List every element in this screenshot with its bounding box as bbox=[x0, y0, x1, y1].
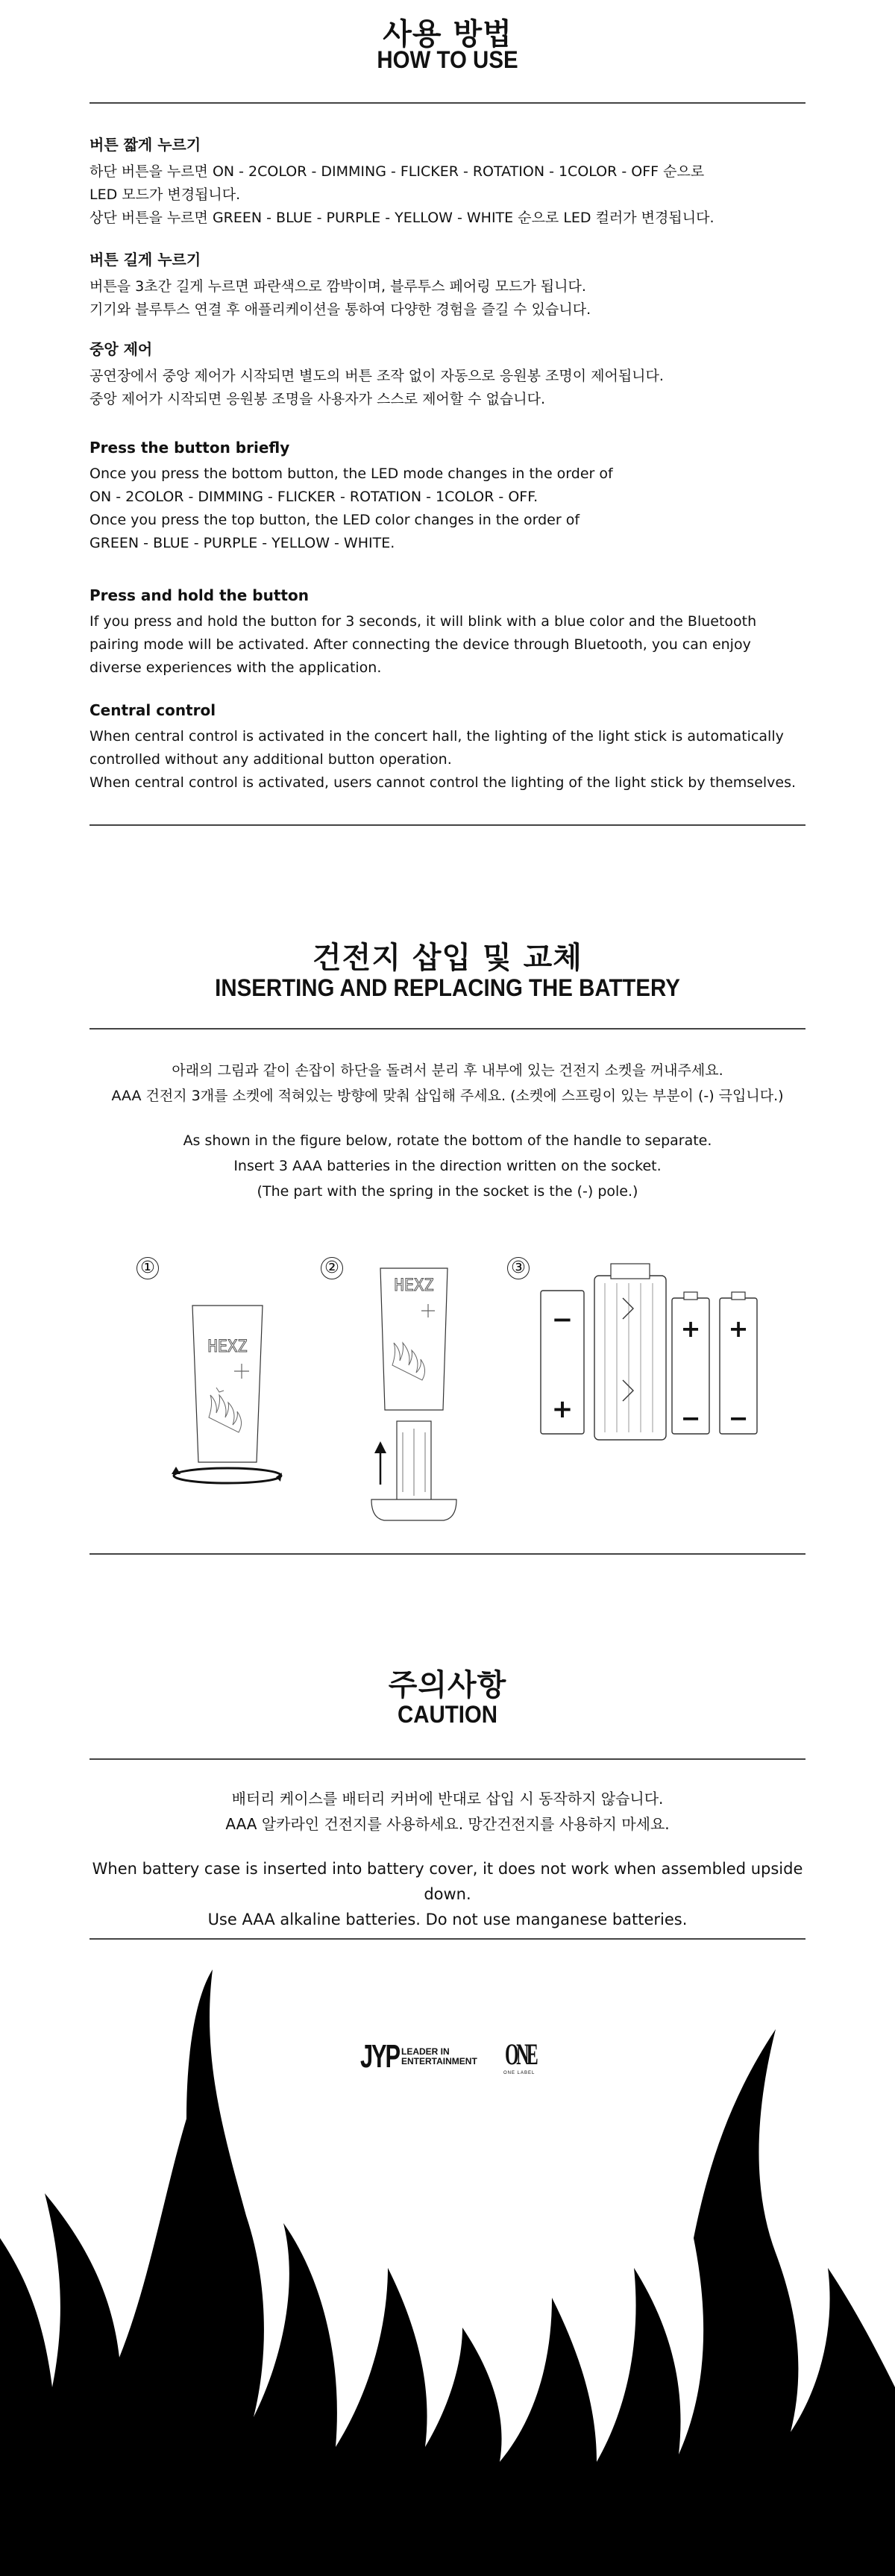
divider bbox=[90, 1553, 806, 1555]
battery-instructions-ko bbox=[90, 1058, 806, 1109]
step-3-number: ③ bbox=[507, 1257, 530, 1279]
step-2-illustration bbox=[351, 1261, 477, 1529]
handle-outline bbox=[192, 1306, 263, 1462]
battery-terminal bbox=[732, 1292, 745, 1300]
stick-logo: HEXZ bbox=[394, 1276, 434, 1295]
minus-sign: − bbox=[680, 1404, 701, 1432]
handle-cap bbox=[371, 1499, 456, 1520]
section-heading: Central control bbox=[90, 701, 216, 719]
caution-text-en bbox=[90, 1856, 806, 1932]
caution-text: 배터리 케이스를 배터리 커버에 반대로 삽입 시 동작하지 않습니다. AAA 알카라인 건전지를 사용하세요. 망간건전지를 사용하지 마세요. bbox=[225, 1790, 670, 1833]
step-1-number: ① bbox=[136, 1257, 159, 1279]
section-body: Once you press the bottom button, the LED mode changes in the order of ON - 2COLOR - DIMMING - FLICKER - ROTATION - 1COLOR - OFF. Once you press the top button, the LED color changes in the order of GREEN - BLUE - PURPLE - YELLOW - WHITE. bbox=[90, 466, 613, 551]
arrowhead bbox=[172, 1467, 180, 1474]
usage-ko-central bbox=[90, 337, 806, 411]
plus-sign: + bbox=[680, 1314, 701, 1343]
battery-title-en: INSERTING AND REPLACING THE BATTERY bbox=[215, 974, 680, 1001]
divider bbox=[90, 1938, 806, 1940]
divider bbox=[90, 824, 806, 826]
how-to-use-title-en: HOW TO USE bbox=[377, 46, 518, 73]
section-heading: 버튼 짧게 누르기 bbox=[90, 136, 201, 154]
section-body: If you press and hold the button for 3 seconds, it will blink with a blue color and the Bluetooth pairing mode will be activated. After connecting the device through Bluetooth, you can enjoy diverse experiences with the application. bbox=[90, 613, 757, 676]
jyp-tagline: LEADER IN ENTERTAINMENT bbox=[401, 2046, 477, 2066]
battery-terminal bbox=[684, 1292, 697, 1300]
how-to-use-title-ko: 사용 방법 bbox=[383, 17, 512, 51]
divider bbox=[90, 1028, 806, 1030]
battery-instructions-en bbox=[90, 1128, 806, 1204]
arrowhead bbox=[374, 1441, 386, 1453]
battery-title-ko: 건전지 삽입 및 교체 bbox=[313, 941, 582, 975]
caution-text-ko bbox=[90, 1786, 806, 1837]
plus-sign: + bbox=[551, 1394, 574, 1424]
instructions-text: 아래의 그림과 같이 손잡이 하단을 돌려서 분리 후 내부에 있는 건전지 소켓을 꺼내주세요. AAA 건전지 3개를 소켓에 적혀있는 방향에 맞춰 삽입해 주세요. (소켓에 스프링이 있는 부분이 (-) 극입니다.) bbox=[111, 1062, 784, 1104]
divider bbox=[90, 1758, 806, 1760]
instructions-text: As shown in the figure below, rotate the bottom of the handle to separate. Insert 3 AAA batteries in the direction written on the socket. (The part with the spring in the socket is the (-) pole.) bbox=[183, 1132, 712, 1200]
usage-en-central bbox=[90, 701, 806, 795]
section-heading: Press the button briefly bbox=[90, 439, 290, 457]
plus-sign: + bbox=[728, 1314, 749, 1343]
rotate-arrow-icon bbox=[174, 1468, 281, 1483]
section-heading: Press and hold the button bbox=[90, 586, 309, 604]
one-label-logo: ONE bbox=[505, 2037, 536, 2071]
footer-logos bbox=[0, 2035, 895, 2080]
minus-sign: − bbox=[551, 1305, 574, 1335]
section-body: 버튼을 3초간 길게 누르면 파란색으로 깜박이며, 블루투스 페어링 모드가 됩니다. 기기와 블루투스 연결 후 애플리케이션을 통하여 다양한 경험을 즐길 수 있습니다. bbox=[90, 278, 591, 318]
step-3-illustration bbox=[533, 1253, 764, 1455]
one-label-sub: ONE LABEL bbox=[503, 2071, 536, 2075]
step-1-illustration bbox=[164, 1291, 291, 1492]
caution-title-en: CAUTION bbox=[397, 1701, 498, 1728]
usage-en-short-press bbox=[90, 439, 806, 555]
usage-en-long-press bbox=[90, 586, 806, 680]
section-heading: 버튼 길게 누르기 bbox=[90, 251, 201, 269]
socket-top bbox=[611, 1264, 650, 1279]
section-heading: 중앙 제어 bbox=[90, 340, 153, 358]
stick-logo: HEXZ bbox=[207, 1338, 248, 1356]
usage-ko-short-press bbox=[90, 133, 806, 230]
section-body: 하단 버튼을 누르면 ON - 2COLOR - DIMMING - FLICKER - ROTATION - 1COLOR - OFF 순으로 LED 모드가 변경됩니다. 상단 버튼을 누르면 GREEN - BLUE - PURPLE - YELLOW - WHITE 순으로 LED 컬러가 변경됩니다. bbox=[90, 163, 715, 226]
jyp-logo: JYP bbox=[360, 2038, 399, 2075]
caution-title-ko: 주의사항 bbox=[388, 1668, 507, 1702]
minus-sign: − bbox=[728, 1404, 749, 1432]
section-body: When central control is activated in the concert hall, the lighting of the light stick is automatically controlled without any additional button operation. When central control is activated, users cannot control the lighting of the light stick by themselves. bbox=[90, 728, 797, 791]
divider bbox=[90, 102, 806, 104]
usage-ko-long-press bbox=[90, 248, 806, 322]
step-2-number: ② bbox=[321, 1257, 343, 1279]
caution-text: When battery case is inserted into battery cover, it does not work when assembled upside down. Use AAA alkaline batteries. Do not use manganese batteries. bbox=[92, 1860, 803, 1928]
section-body: 공연장에서 중앙 제어가 시작되면 별도의 버튼 조작 없이 자동으로 응원봉 조명이 제어됩니다. 중앙 제어가 시작되면 응원봉 조명을 사용자가 스스로 제어할 수 없습니다. bbox=[90, 368, 664, 407]
